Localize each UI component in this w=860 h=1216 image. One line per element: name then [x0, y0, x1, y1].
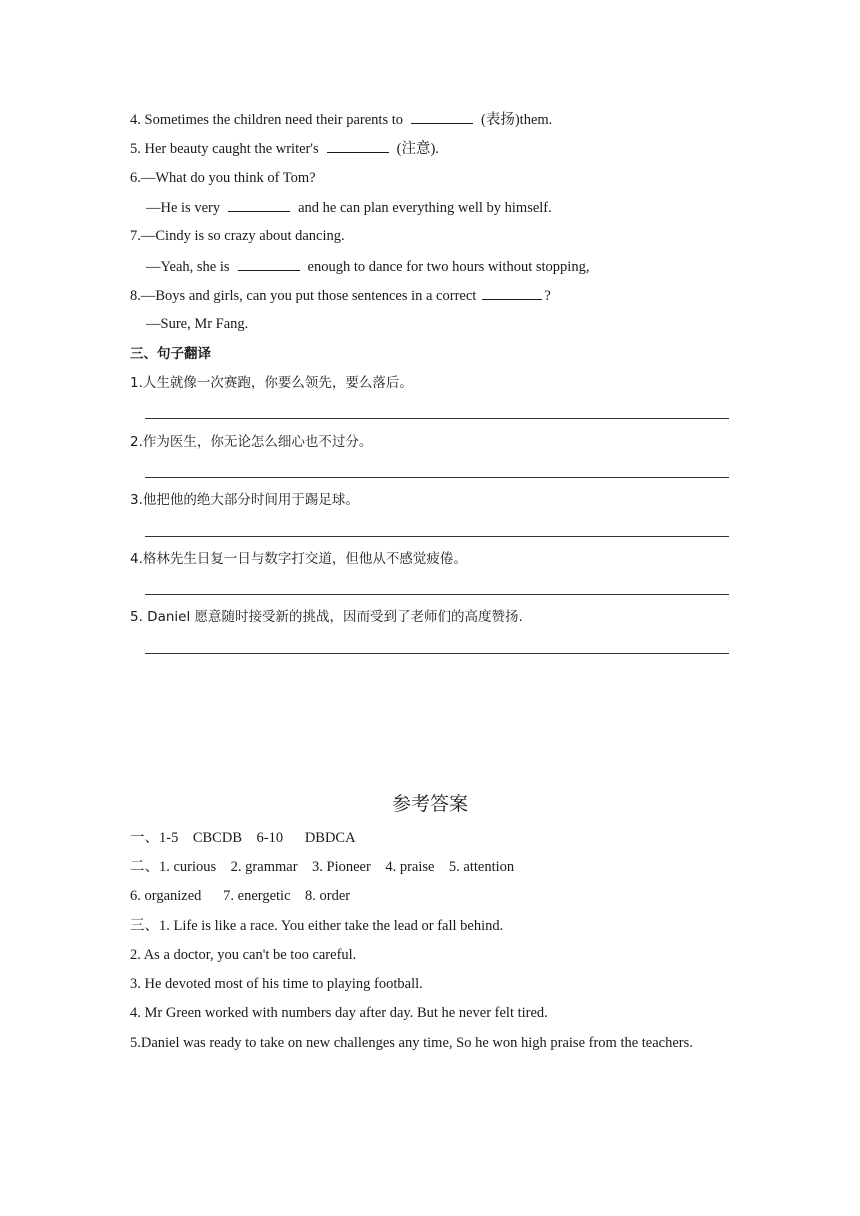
answer-line — [145, 653, 729, 654]
question-6-prompt: 6.—What do you think of Tom? — [130, 170, 316, 186]
question-8-prompt — [130, 286, 551, 305]
answer-line — [145, 418, 729, 419]
answer-line — [145, 594, 729, 595]
question-6-reply — [146, 198, 552, 217]
translation-item-3: 3.他把他的绝大部分时间用于踢足球。 — [130, 492, 359, 508]
translation-item-4: 4.格林先生日复一日与数字打交道，但他从不感觉疲倦。 — [130, 551, 467, 567]
translation-item-5: 5. Daniel 愿意随时接受新的挑战，因而受到了老师们的高度赞扬. — [130, 609, 523, 625]
answer-line-2: 二、1. curious 2. grammar 3. Pioneer 4. praise 5. attention — [130, 859, 515, 875]
translation-item-2: 2.作为医生，你无论怎么细心也不过分。 — [130, 434, 373, 450]
answer-line-4: 三、1. Life is like a race. You either take the lead or fall behind. — [130, 918, 504, 934]
question-5-text: 5. Her beauty caught the writer's — [130, 141, 319, 157]
question-6-text: —He is very — [146, 200, 221, 216]
answer-blank — [228, 198, 290, 212]
answer-line-3: 6. organized 7. energetic 8. order — [130, 888, 351, 904]
question-8-mark: ? — [544, 288, 551, 304]
answer-line-8: 5.Daniel was ready to take on new challenges any time, So he won high praise from the teachers. — [130, 1035, 693, 1051]
answer-blank — [238, 257, 300, 271]
answer-blank — [411, 110, 473, 124]
question-4 — [130, 110, 552, 129]
question-5 — [130, 139, 439, 158]
translation-item-1: 1.人生就像一次赛跑，你要么领先，要么落后。 — [130, 375, 413, 391]
question-8-text: 8.—Boys and girls, can you put those sentences in a correct — [130, 288, 477, 304]
answer-blank — [327, 139, 389, 153]
answer-line-1: 一、1-5 CBCDB 6-10 DBDCA — [130, 830, 356, 846]
answer-blank — [482, 286, 542, 300]
question-6-rest: and he can plan everything well by himself. — [298, 200, 552, 216]
question-4-hint: (表扬)them. — [481, 112, 553, 128]
question-4-text: 4. Sometimes the children need their parents to — [130, 112, 404, 128]
question-7-reply — [146, 257, 589, 276]
question-7-rest: enough to dance for two hours without stopping, — [307, 259, 590, 275]
question-7-prompt: 7.—Cindy is so crazy about dancing. — [130, 228, 345, 244]
question-8-reply: —Sure, Mr Fang. — [146, 316, 249, 332]
answer-key-title: 参考答案 — [391, 793, 468, 815]
answer-line — [145, 536, 729, 537]
section-heading-translation: 三、句子翻译 — [130, 346, 211, 362]
question-5-hint: (注意). — [396, 141, 439, 157]
answer-line-5: 2. As a doctor, you can't be too careful. — [130, 947, 357, 963]
answer-line — [145, 477, 729, 478]
answer-line-6: 3. He devoted most of his time to playing football. — [130, 976, 423, 992]
answer-line-7: 4. Mr Green worked with numbers day after day. But he never felt tired. — [130, 1005, 548, 1021]
question-7-text: —Yeah, she is — [146, 259, 230, 275]
